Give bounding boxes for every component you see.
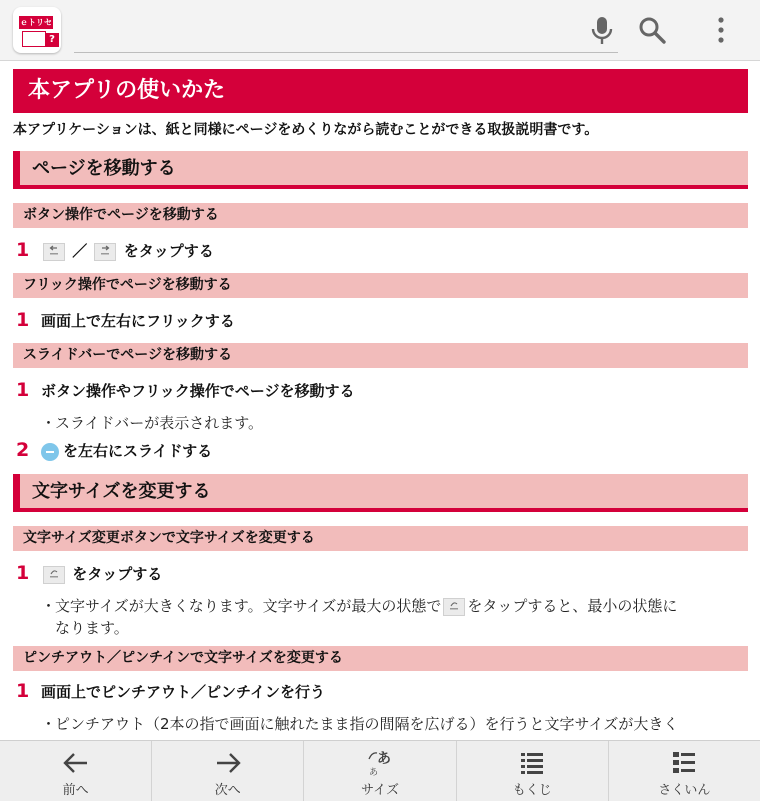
svg-text:あ: あ bbox=[369, 768, 379, 777]
intro-text: 本アプリケーションは、紙と同様にページをめくりながら読むことができる取扱説明書です。 bbox=[13, 122, 599, 138]
subsection-heading: フリック操作でページを移動する bbox=[13, 273, 748, 298]
prev-page-icon bbox=[43, 243, 65, 261]
subsection-heading: 文字サイズ変更ボタンで文字サイズを変更する bbox=[13, 526, 748, 551]
size-label: サイズ bbox=[361, 783, 399, 798]
step-number: 1 bbox=[16, 562, 30, 584]
toc-button[interactable] bbox=[457, 741, 609, 801]
step-number: 1 bbox=[16, 680, 30, 702]
size-button[interactable] bbox=[304, 741, 456, 801]
step-text: を左右にスライドする bbox=[41, 440, 212, 462]
search-icon[interactable] bbox=[634, 12, 670, 48]
page-title: 本アプリの使いかた bbox=[13, 69, 748, 113]
microphone-icon[interactable] bbox=[584, 12, 620, 48]
section-heading: 文字サイズを変更する bbox=[13, 474, 748, 512]
step-text: をタップする bbox=[41, 563, 162, 585]
subsection-heading: ボタン操作でページを移動する bbox=[13, 203, 748, 228]
toc-label: もくじ bbox=[512, 783, 552, 798]
prev-label: 前へ bbox=[62, 783, 89, 798]
step-number: 1 bbox=[16, 239, 30, 261]
step-note: ・文字サイズが大きくなります。文字サイズが最大の状態で をタップすると、最小の状態に なります。 bbox=[41, 597, 678, 637]
app-bar bbox=[0, 0, 760, 61]
step-note: ・ピンチアウト（2本の指で画面に触れたまま指の間隔を広げる）を行うと文字サイズが大きく bbox=[41, 715, 679, 733]
next-button[interactable] bbox=[152, 741, 304, 801]
section-heading: ページを移動する bbox=[13, 151, 748, 189]
subsection-heading: スライドバーでページを移動する bbox=[13, 343, 748, 368]
step-separator: ／ bbox=[72, 242, 88, 260]
next-page-icon bbox=[94, 243, 116, 261]
step-text: 画面上で左右にフリックする bbox=[41, 312, 235, 330]
manual-content[interactable] bbox=[0, 60, 760, 740]
index-label: さくいん bbox=[658, 783, 711, 798]
font-size-icon bbox=[443, 598, 465, 616]
app-logo-tag: ｅトリセ bbox=[20, 18, 52, 27]
next-label: 次へ bbox=[214, 783, 241, 798]
step-number: 2 bbox=[16, 439, 30, 461]
font-size-icon bbox=[43, 566, 65, 584]
overflow-menu-icon[interactable] bbox=[703, 12, 739, 48]
step-note: ・スライドバーが表示されます。 bbox=[41, 414, 264, 432]
subsection-heading: ピンチアウト／ピンチインで文字サイズを変更する bbox=[13, 646, 748, 671]
prev-button[interactable] bbox=[0, 741, 152, 801]
app-logo[interactable] bbox=[13, 7, 61, 53]
search-field[interactable] bbox=[74, 52, 618, 53]
arrow-left-icon bbox=[61, 749, 91, 777]
step-text: ／ をタップする bbox=[41, 240, 214, 262]
index-icon bbox=[669, 749, 699, 777]
step-number: 1 bbox=[16, 309, 30, 331]
step-text: ボタン操作やフリック操作でページを移動する bbox=[41, 382, 355, 400]
index-button[interactable] bbox=[609, 741, 760, 801]
app-logo-mark: ? bbox=[45, 33, 59, 47]
slider-knob-icon bbox=[41, 443, 59, 461]
list-icon bbox=[517, 749, 547, 777]
step-text: 画面上でピンチアウト／ピンチインを行う bbox=[41, 683, 325, 701]
font-size-icon bbox=[365, 749, 395, 777]
step-number: 1 bbox=[16, 379, 30, 401]
arrow-right-icon bbox=[213, 749, 243, 777]
svg-text:あ: あ bbox=[377, 751, 391, 767]
bottom-toolbar bbox=[0, 740, 760, 801]
